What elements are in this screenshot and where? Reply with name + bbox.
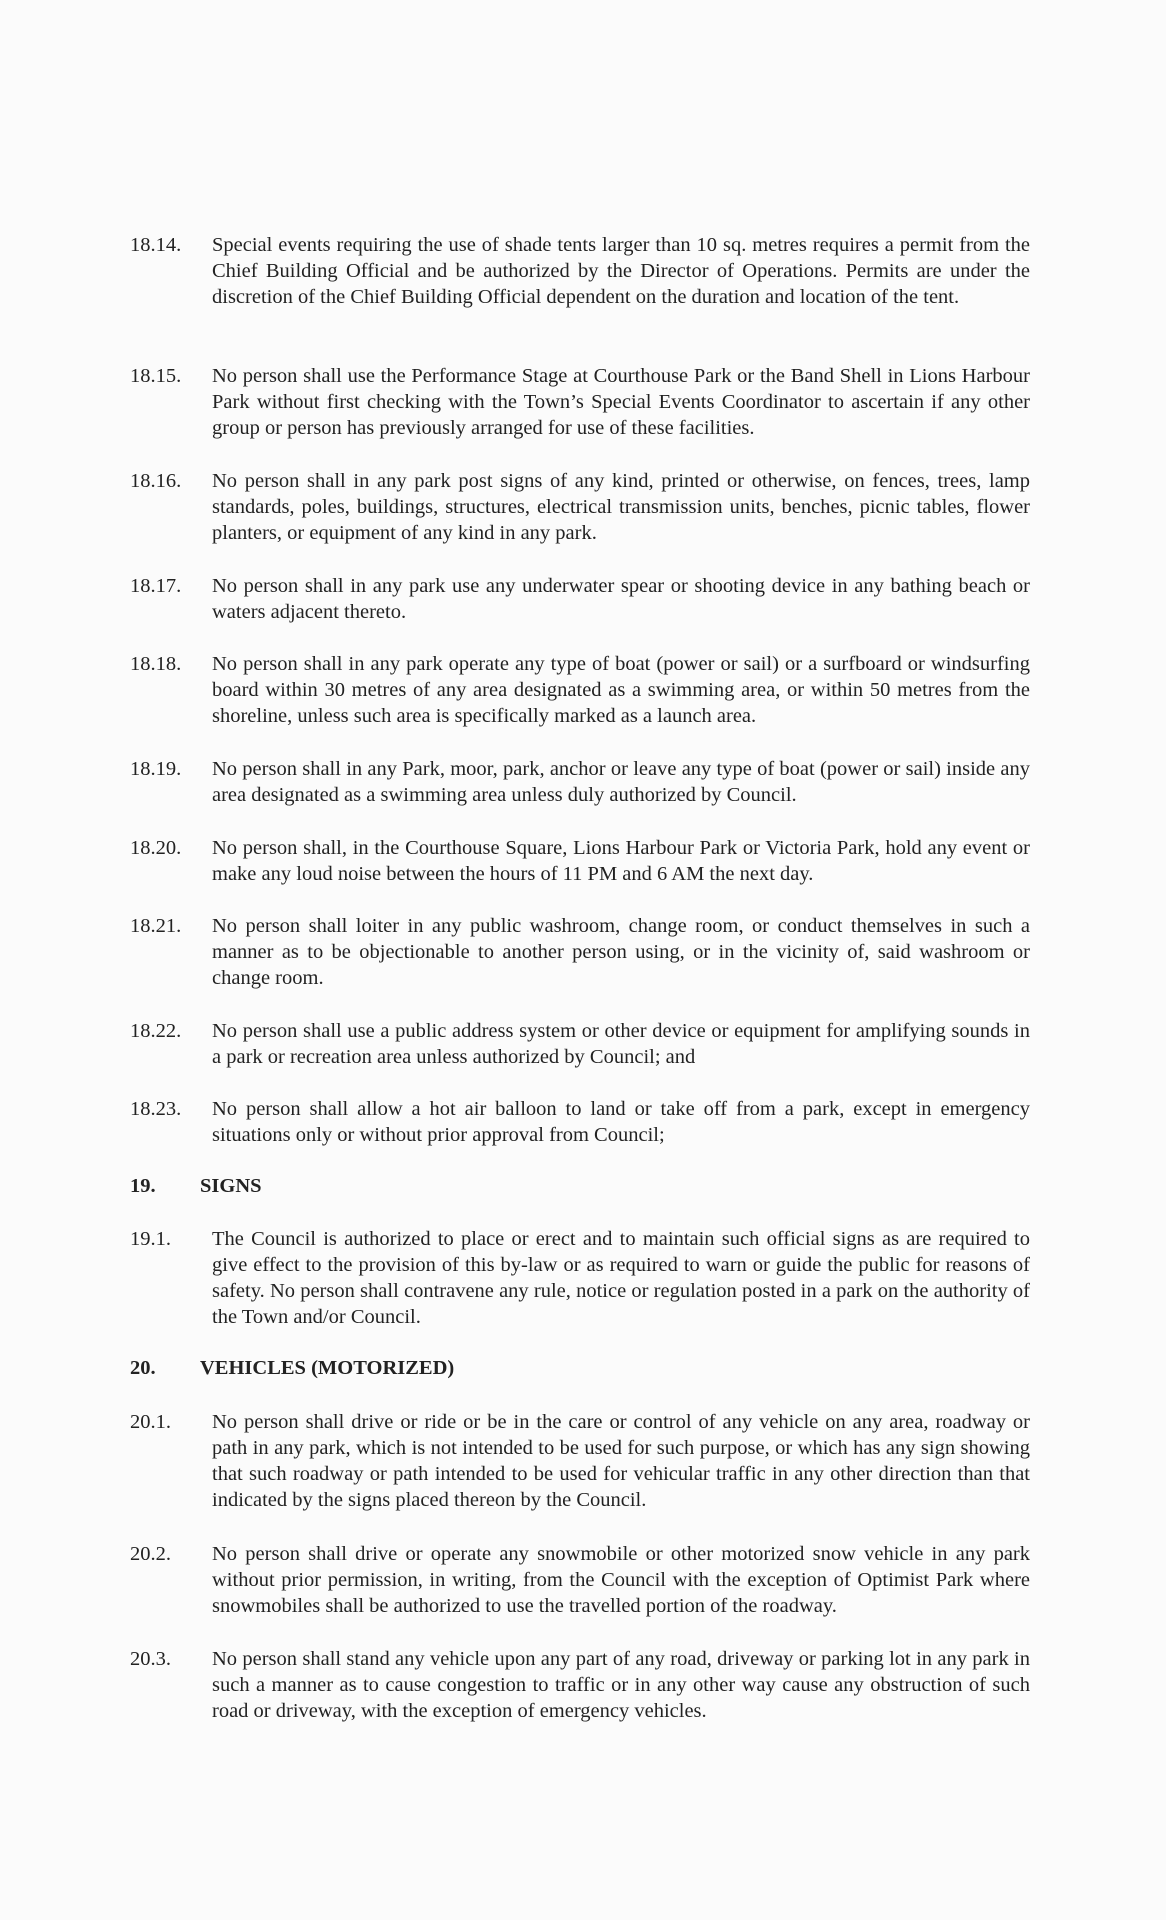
clause-18-17: [130, 573, 1030, 625]
clause-18-15: [130, 363, 1030, 441]
clause-text: No person shall in any park operate any type of boat (power or sail) or a surfboard or windsurfing board within 30 metres of any area designated as a swimming area, or within 50 metres from the shoreline, unless such area is specifically marked as a launch area.: [212, 653, 1030, 727]
clause-text: No person shall allow a hot air balloon to land or take off from a park, except in emergency situations only or without prior approval from Council;: [212, 1098, 1030, 1146]
clause-18-18: [130, 651, 1030, 729]
clause-number: 20.1.: [130, 1411, 171, 1433]
clause-text: Special events requiring the use of shade tents larger than 10 sq. metres requires a permit from the Chief Building Official and be authorized by the Director of Operations. Permits are under the discretion of the Chief Building Official dependent on the duration and location of the tent.: [212, 234, 1030, 308]
section-number: 19.: [130, 1175, 156, 1197]
clause-18-22: [130, 1018, 1030, 1070]
clause-18-20: [130, 835, 1030, 887]
clause-20-1: [130, 1409, 1030, 1513]
clause-text: No person shall in any park post signs of any kind, printed or otherwise, on fences, trees, lamp standards, poles, buildings, structures, electrical transmission units, benches, picnic tables, flower planters, or equipment of any kind in any park.: [212, 470, 1030, 544]
section-heading-vehicles: [130, 1355, 454, 1381]
clause-18-16: [130, 468, 1030, 546]
clause-text: No person shall drive or operate any snowmobile or other motorized snow vehicle in any park without prior permission, in writing, from the Council with the exception of Optimist Park where snowmobiles shall be authorized to use the travelled portion of the roadway.: [212, 1543, 1030, 1617]
clause-18-19: [130, 756, 1030, 808]
clause-number: 18.21.: [130, 915, 182, 937]
clause-text: No person shall in any park use any underwater spear or shooting device in any bathing beach or waters adjacent thereto.: [212, 575, 1030, 623]
clause-18-21: [130, 913, 1030, 991]
section-title: SIGNS: [200, 1175, 262, 1197]
clause-19-1: [130, 1226, 1030, 1330]
clause-number: 18.16.: [130, 470, 182, 492]
clause-20-3: [130, 1646, 1030, 1724]
clause-18-23: [130, 1096, 1030, 1148]
clause-number: 20.3.: [130, 1648, 171, 1670]
clause-text: No person shall, in the Courthouse Square, Lions Harbour Park or Victoria Park, hold any event or make any loud noise between the hours of 11 PM and 6 AM the next day.: [212, 837, 1030, 885]
clause-text: No person shall in any Park, moor, park, anchor or leave any type of boat (power or sail) inside any area designated as a swimming area unless duly authorized by Council.: [212, 758, 1030, 806]
clause-number: 18.18.: [130, 653, 182, 675]
clause-number: 18.20.: [130, 837, 182, 859]
clause-text: No person shall use the Performance Stage at Courthouse Park or the Band Shell in Lions Harbour Park without first checking with the Town’s Special Events Coordinator to ascertain if any other group or person has previously arranged for use of these facilities.: [212, 365, 1030, 439]
clause-number: 18.23.: [130, 1098, 182, 1120]
clause-text: No person shall loiter in any public washroom, change room, or conduct themselves in such a manner as to be objectionable to another person using, or in the vicinity of, said washroom or change room.: [212, 915, 1030, 989]
clause-20-2: [130, 1541, 1030, 1619]
section-heading-signs: [130, 1173, 262, 1199]
clause-number: 20.2.: [130, 1543, 171, 1565]
clause-number: 18.22.: [130, 1020, 182, 1042]
clause-number: 19.1.: [130, 1228, 171, 1250]
clause-text: No person shall use a public address system or other device or equipment for amplifying sounds in a park or recreation area unless authorized by Council; and: [212, 1020, 1030, 1068]
clause-text: No person shall drive or ride or be in the care or control of any vehicle on any area, roadway or path in any park, which is not intended to be used for such purpose, or which has any sign showing that such roadway or path intended to be used for vehicular traffic in any other direction than that indicated by the signs placed thereon by the Council.: [212, 1411, 1030, 1511]
clause-number: 18.15.: [130, 365, 182, 387]
clause-text: The Council is authorized to place or erect and to maintain such official signs as are required to give effect to the provision of this by-law or as required to warn or guide the public for reasons of safety. No person shall contravene any rule, notice or regulation posted in a park on the authority of the Town and/or Council.: [212, 1228, 1030, 1328]
clause-18-14: [130, 232, 1030, 310]
clause-number: 18.14.: [130, 234, 182, 256]
section-number: 20.: [130, 1357, 156, 1379]
clause-number: 18.17.: [130, 575, 182, 597]
section-title: VEHICLES (MOTORIZED): [200, 1357, 455, 1379]
clause-number: 18.19.: [130, 758, 182, 780]
clause-text: No person shall stand any vehicle upon any part of any road, driveway or parking lot in any park in such a manner as to cause congestion to traffic or in any other way cause any obstruction of such road or driveway, with the exception of emergency vehicles.: [212, 1648, 1030, 1722]
